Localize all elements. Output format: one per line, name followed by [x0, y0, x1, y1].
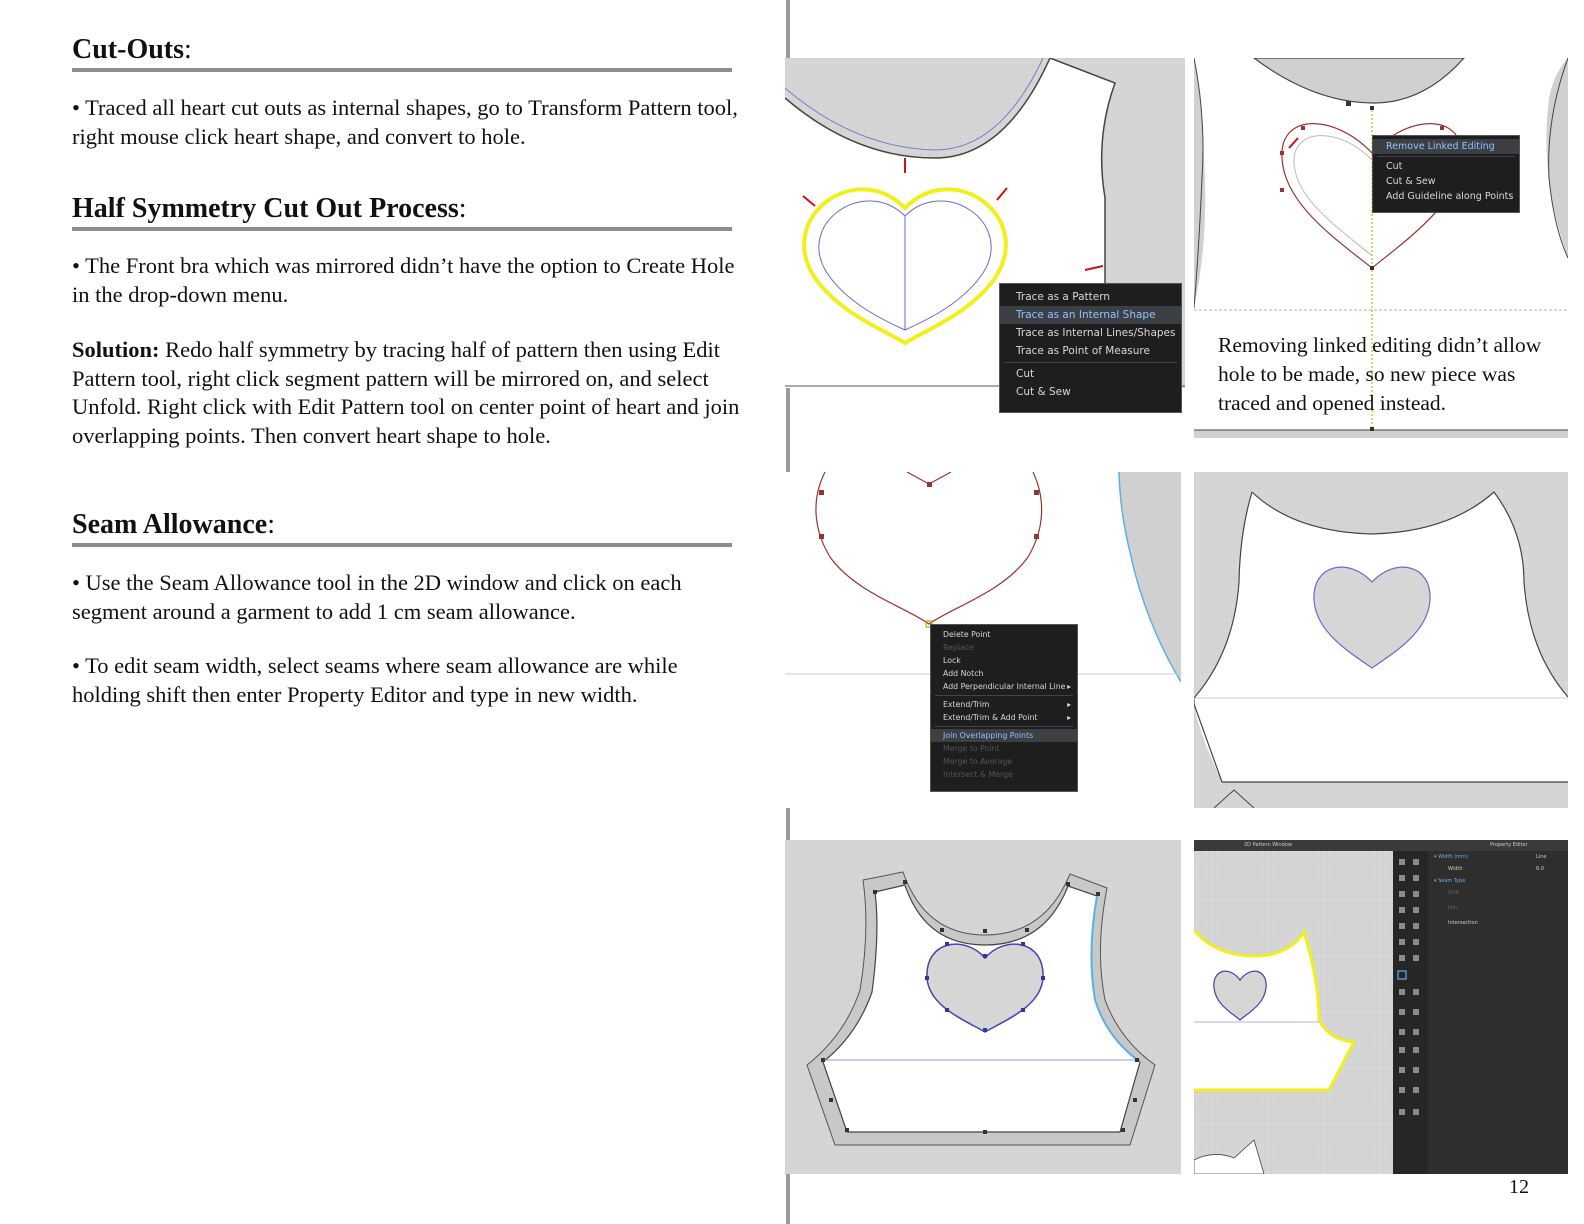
heading-cut-outs: Cut-Outs: [72, 34, 192, 65]
submenu-arrow-icon: ▸ [1067, 682, 1071, 691]
heading-seam-allowance: Seam Allowance: [72, 509, 275, 540]
pe-row-label: Shift [1448, 890, 1460, 896]
menu-item-add-perpendicular[interactable]: Add Perpendicular Internal Line ▸ [943, 682, 1071, 691]
menu-item-add-guideline[interactable]: Add Guideline along Points [1386, 191, 1514, 202]
menu-item-replace: Replace [943, 643, 974, 652]
pe-row-label: Intersection [1448, 920, 1478, 926]
menu-item-trace-internal-shape[interactable]: Trace as an Internal Shape [1000, 306, 1181, 324]
menu-item-delete-point[interactable]: Delete Point [943, 630, 991, 639]
heading-rule [72, 543, 732, 547]
menu-item-merge-to-average: Merge to Average [943, 757, 1013, 766]
property-editor-panel [1428, 851, 1568, 1174]
screenshot-caption: Removing linked editing didn’t allow hole to be made, so new piece was traced and opened instead. [1218, 333, 1542, 415]
screenshot-heart-hole [1194, 472, 1568, 808]
toolbar [1393, 851, 1428, 1174]
paragraph: • Traced all heart cut outs as internal shapes, go to Transform Pattern tool, right mouse click heart shape, and convert to hole. [72, 95, 738, 149]
pe-row-label: Join [1448, 905, 1458, 911]
paragraph: • The Front bra which was mirrored didn’t have the option to Create Hole in the drop-down menu. [72, 253, 735, 307]
menu-item-extend-trim-add-point[interactable]: Extend/Trim & Add Point ▸ [943, 713, 1071, 722]
paragraph: • To edit seam width, select seams where seam allowance are while holding shift then enter Property Editor and type in new width. [72, 653, 678, 707]
menu-item-trace-pattern[interactable]: Trace as a Pattern [1016, 291, 1110, 303]
heading-rule [72, 227, 732, 231]
trace-context-menu [999, 283, 1182, 413]
heading-rule [72, 68, 732, 72]
solution-paragraph [72, 336, 752, 450]
point-context-menu [930, 624, 1078, 792]
heading-half-symmetry: Half Symmetry Cut Out Process: [72, 193, 467, 224]
menu-item-trace-internal-lines[interactable]: Trace as Internal Lines/Shapes [1016, 327, 1176, 339]
screenshot-seam-allowance [785, 840, 1181, 1174]
text-column [0, 0, 790, 1224]
pe-row-label: ▾ Width (mm) [1434, 854, 1468, 860]
menu-item-remove-linked-editing[interactable]: Remove Linked Editing [1373, 139, 1519, 154]
menu-item-lock[interactable]: Lock [943, 656, 961, 665]
paragraph: • Use the Seam Allowance tool in the 2D window and click on each segment around a garment to add 1 cm seam allowance. [72, 570, 682, 624]
submenu-arrow-icon: ▸ [1067, 713, 1071, 722]
seam-width-field[interactable]: 6.0 [1536, 866, 1544, 872]
linked-editing-context-menu [1372, 135, 1520, 213]
menu-item-cut[interactable]: Cut [1016, 368, 1035, 380]
menu-item-cut-sew[interactable]: Cut & Sew [1386, 176, 1436, 187]
window-title: 2D Pattern Window [1244, 842, 1292, 848]
menu-item-cut[interactable]: Cut [1386, 161, 1403, 172]
menu-item-cut-sew[interactable]: Cut & Sew [1016, 386, 1071, 398]
pe-row-label: ▾ Seam Type [1434, 878, 1466, 884]
pe-row-label: Width [1448, 866, 1463, 872]
menu-item-add-notch[interactable]: Add Notch [943, 669, 984, 678]
menu-item-trace-point-measure[interactable]: Trace as Point of Measure [1016, 345, 1150, 357]
menu-item-join-overlapping-points[interactable]: Join Overlapping Points [931, 729, 1077, 742]
pe-row-value[interactable]: Line [1536, 854, 1547, 860]
menu-item-intersect-merge: Intersect & Merge [943, 770, 1013, 779]
submenu-arrow-icon: ▸ [1067, 700, 1071, 709]
page-number: 12 [1509, 1176, 1529, 1198]
menu-item-merge-to-point: Merge to Point [943, 744, 1000, 753]
solution-text: Redo half symmetry by tracing half of pattern then using Edit Pattern tool, right click segment pattern will be mirrored on, and select Unfold. Right click with Edit Pattern tool on center point of heart and join overlapping points. Then convert heart shape to hole. [72, 337, 740, 448]
panel-title: Property Editor [1490, 842, 1528, 848]
screenshot-property-editor [1194, 840, 1568, 1174]
solution-label: Solution: [72, 337, 160, 362]
menu-item-extend-trim[interactable]: Extend/Trim ▸ [943, 700, 1071, 709]
